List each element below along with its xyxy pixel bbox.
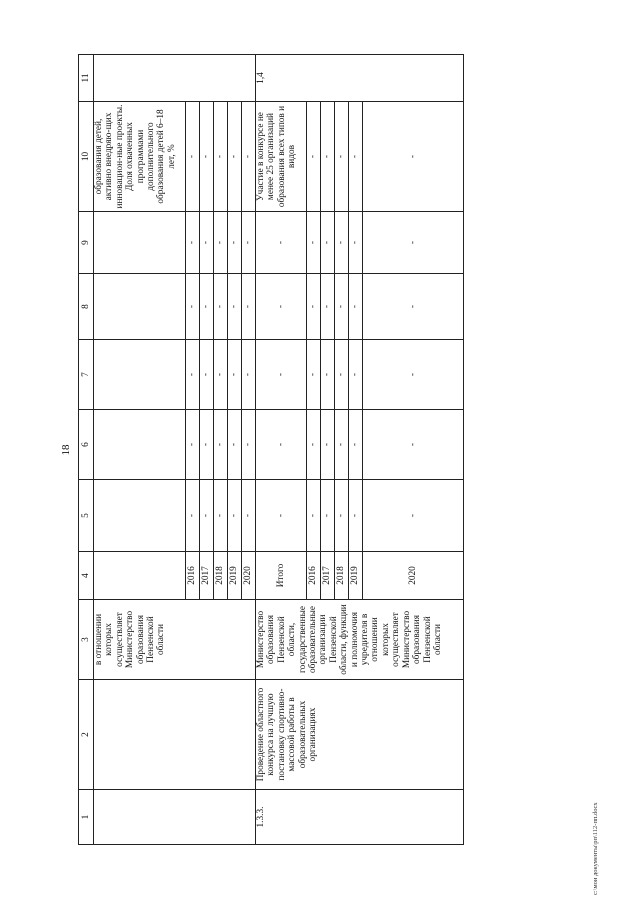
- indicator-cell: образования детей, активно внедряю-щих инновацион-ные проекты. Доля охваченных программами дополнительного образования детей 6–18 лет, %: [94, 102, 186, 212]
- table-row: 2019 - - - - - -: [228, 55, 242, 845]
- program-table: [78, 54, 464, 845]
- header-cell: 5: [79, 480, 94, 552]
- executor-cell: Министерство образования Пензенской области, государственные образовательные организации Пензенской области, функции и полномочия учредителя в отношении которых осуществляет Министерство образования Пензенской области: [256, 600, 464, 680]
- year-cell: 2016: [186, 552, 200, 600]
- header-cell: 1: [79, 790, 94, 845]
- table-row: 2017 - - - - - -: [200, 55, 214, 845]
- year-cell: 2018: [214, 552, 228, 600]
- year-cell: 2019: [349, 552, 363, 600]
- item-number: 1.3.3.: [256, 790, 464, 845]
- year-cell: 2016: [307, 552, 321, 600]
- year-cell: 2020: [363, 552, 464, 600]
- year-cell: 2018: [335, 552, 349, 600]
- table-row: 2020 - - - - - -: [242, 55, 256, 845]
- table-row: 2020 - - - - - -: [363, 55, 464, 845]
- itogo-label: Итого: [256, 552, 307, 600]
- table-row: 2016 - - - - - -: [186, 55, 200, 845]
- table-row: 2019 - - - - - -: [349, 55, 363, 845]
- table-row: 1.3.3. Проведение областного конкурса на лучшую постановку спортивно-массовой работы в образовательных организациях Министерство образования Пензенской области, государственные образовательные организации Пензенской области, функции и полномочия учредителя в отношении которых осуществляет Министерство образования Пензенской области Итого - - - - - Участие в конкурсе не менее 25 организаций образования всех типов и видов 1,4: [256, 55, 307, 845]
- indicator-cell: Участие в конкурсе не менее 25 организаций образования всех типов и видов: [256, 102, 307, 212]
- table-row: [94, 55, 186, 845]
- header-cell: 6: [79, 410, 94, 480]
- header-cell: 11: [79, 55, 94, 102]
- year-cell: 2020: [242, 552, 256, 600]
- header-row: [79, 55, 94, 845]
- year-cell: 2019: [228, 552, 242, 600]
- year-cell: 2017: [200, 552, 214, 600]
- table-row: 2017 - - - - - -: [321, 55, 335, 845]
- header-cell: 10: [79, 102, 94, 212]
- page-number: 18: [60, 444, 72, 456]
- header-cell: 3: [79, 600, 94, 680]
- file-path: c:\мои документы\рп\112-пп.docx: [592, 802, 599, 895]
- table-row: 2016 - - - - - -: [307, 55, 321, 845]
- item-name: Проведение областного конкурса на лучшую постановку спортивно-массовой работы в образовательных организациях: [256, 680, 464, 790]
- weight-cell: 1,4: [256, 55, 464, 102]
- header-cell: 8: [79, 274, 94, 340]
- header-cell: 4: [79, 552, 94, 600]
- year-cell: 2017: [321, 552, 335, 600]
- header-cell: 2: [79, 680, 94, 790]
- table-row: 2018 - - - - - -: [335, 55, 349, 845]
- header-cell: 9: [79, 212, 94, 274]
- table-row: 2018 - - - - - -: [214, 55, 228, 845]
- header-cell: 7: [79, 340, 94, 410]
- executor-cell: в отношении которых осуществляет Министерство образования Пензенской области: [94, 600, 256, 680]
